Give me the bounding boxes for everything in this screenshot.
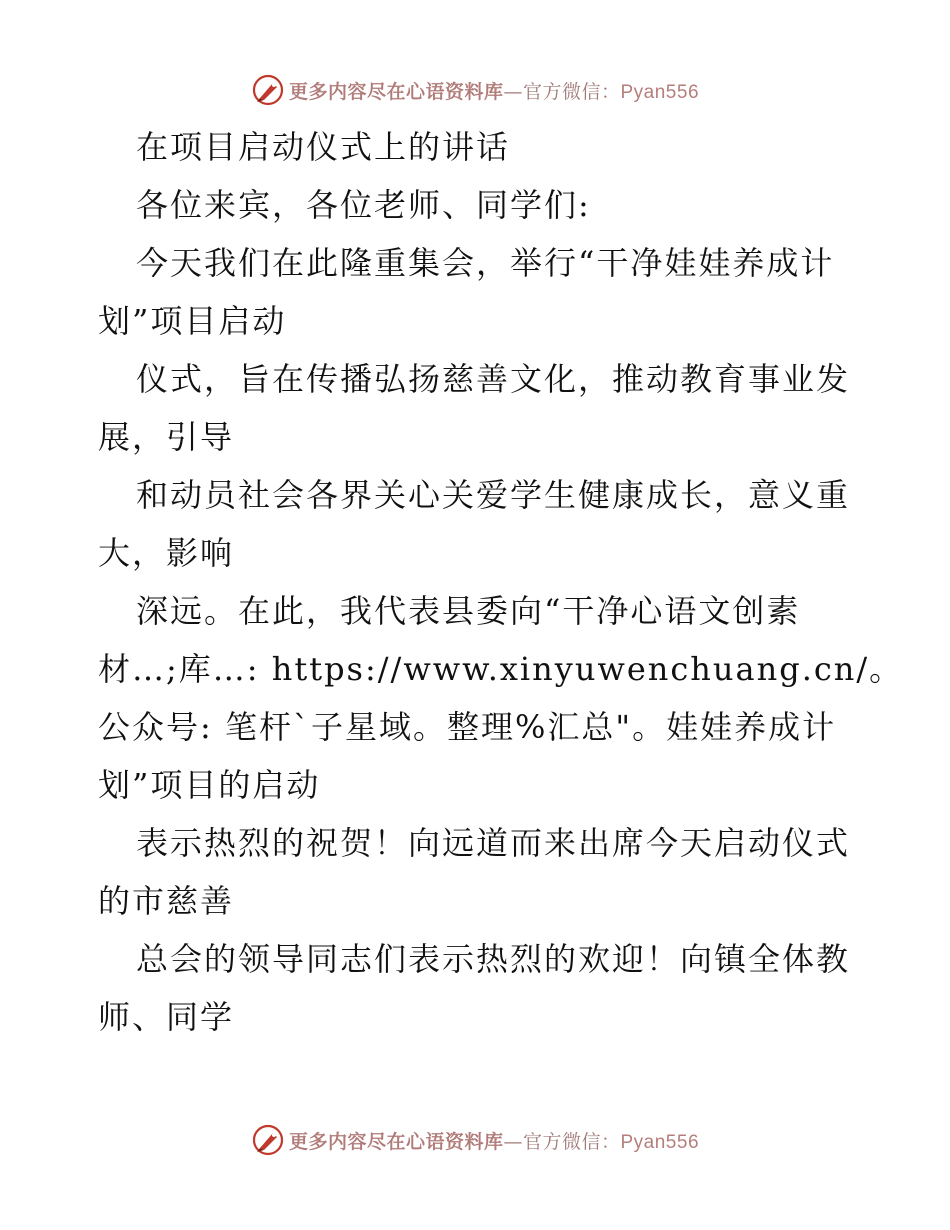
doc-line: 和动员社会各界关心关爱学生健康成长，意义重 <box>136 476 851 514</box>
doc-line: 展，引导 <box>98 418 235 456</box>
doc-salutation: 各位来宾，各位老师、同学们: <box>136 186 591 224</box>
doc-line: 深远。在此，我代表县委向“干净心语文创素 <box>136 592 801 630</box>
doc-line: 的市慈善 <box>98 882 235 920</box>
footer-banner-dash: — <box>503 1130 523 1153</box>
footer-banner-main: 更多内容尽在心语资料库 <box>288 1130 504 1153</box>
doc-line: 师、同学 <box>98 998 235 1036</box>
pen-logo-icon <box>251 1123 285 1157</box>
document-body <box>98 118 904 1046</box>
doc-line: 仪式，旨在传播弘扬慈善文化，推动教育事业发 <box>136 360 851 398</box>
doc-line: 总会的领导同志们表示热烈的欢迎！向镇全体教 <box>136 940 851 978</box>
doc-line: 今天我们在此隆重集会，举行“干净娃娃养成计 <box>136 244 835 282</box>
header-banner <box>0 70 950 110</box>
doc-line: 大，影响 <box>98 534 235 572</box>
header-banner-dash: — <box>503 80 523 103</box>
footer-banner-label: 官方微信： <box>522 1130 621 1153</box>
header-banner-handle: Pyan556 <box>620 81 700 103</box>
doc-line: 划”项目的启动 <box>98 766 321 804</box>
footer-banner-handle: Pyan556 <box>620 1131 700 1153</box>
doc-title: 在项目启动仪式上的讲话 <box>136 128 511 166</box>
doc-line: 表示热烈的祝贺！向远道而来出席今天启动仪式 <box>136 824 851 862</box>
footer-banner-text <box>289 1127 699 1154</box>
header-banner-label: 官方微信： <box>522 80 621 103</box>
doc-line: 公众号: 笔杆`子星域。整理%汇总"。娃娃养成计 <box>98 708 837 746</box>
header-banner-main: 更多内容尽在心语资料库 <box>288 80 504 103</box>
doc-line: 划”项目启动 <box>98 302 287 340</box>
header-banner-text <box>289 77 699 104</box>
pen-logo-icon <box>251 73 285 107</box>
doc-line-url: 材…;库…: https://www.xinyuwenchuang.cn/。 <box>98 650 904 688</box>
footer-banner <box>0 1120 950 1160</box>
